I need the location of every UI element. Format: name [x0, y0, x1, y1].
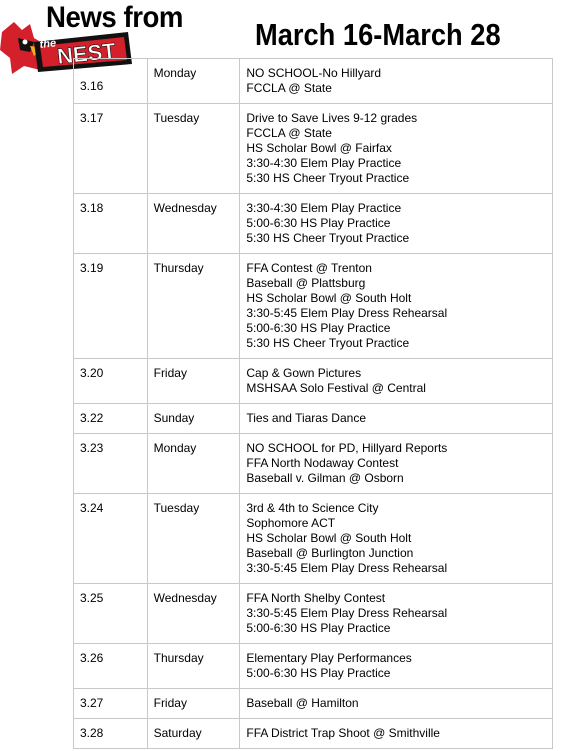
date-cell: 3.28	[74, 719, 148, 749]
day-cell: Friday	[147, 689, 240, 719]
events-cell	[240, 689, 553, 719]
event-item: Baseball v. Gilman @ Osborn	[246, 471, 404, 485]
day-cell: Sunday	[147, 404, 240, 434]
events-cell	[240, 644, 553, 689]
event-item: Cap & Gown Pictures	[246, 366, 362, 380]
event-item: HS Scholar Bowl @ Fairfax	[246, 141, 392, 155]
events-cell	[240, 584, 553, 644]
table-row	[74, 254, 553, 359]
event-item: FFA North Nodaway Contest	[246, 456, 399, 470]
event-item: FFA District Trap Shoot @ Smithville	[246, 726, 440, 740]
events-cell	[240, 434, 553, 494]
date-cell: 3.18	[74, 194, 148, 254]
events-cell	[240, 59, 553, 104]
date-cell: 3.26	[74, 644, 148, 689]
date-cell: 3.25	[74, 584, 148, 644]
date-cell: 3.20	[74, 359, 148, 404]
event-item: 5:00-6:30 HS Play Practice	[246, 666, 391, 680]
events-cell	[240, 494, 553, 584]
event-item: Sophomore ACT	[246, 516, 336, 530]
event-item: 5:30 HS Cheer Tryout Practice	[246, 336, 410, 350]
table-row	[74, 494, 553, 584]
day-cell: Monday	[147, 59, 240, 104]
date-cell: 3.27	[74, 689, 148, 719]
day-cell: Tuesday	[147, 494, 240, 584]
event-item: Baseball @ Plattsburg	[246, 276, 366, 290]
event-item: 3:30-4:30 Elem Play Practice	[246, 201, 402, 215]
events-cell	[240, 104, 553, 194]
date-cell: 3.24	[74, 494, 148, 584]
day-cell: Saturday	[147, 719, 240, 749]
event-item: FFA North Shelby Contest	[246, 591, 386, 605]
table-row	[74, 359, 553, 404]
event-item: MSHSAA Solo Festival @ Central	[246, 381, 426, 395]
event-item: 5:30 HS Cheer Tryout Practice	[246, 231, 410, 245]
table-row	[74, 194, 553, 254]
event-item: NO SCHOOL for PD, Hillyard Reports	[246, 441, 448, 455]
logo-nest-text: NEST	[55, 37, 117, 69]
table-row	[74, 689, 553, 719]
event-item: 3:30-4:30 Elem Play Practice	[246, 156, 402, 170]
day-cell: Tuesday	[147, 104, 240, 194]
schedule-body	[74, 59, 553, 749]
day-cell: Friday	[147, 359, 240, 404]
logo-the-text: the	[39, 37, 57, 51]
event-item: 5:00-6:30 HS Play Practice	[246, 216, 391, 230]
date-cell: 3.17	[74, 104, 148, 194]
table-row	[74, 644, 553, 689]
event-item: HS Scholar Bowl @ South Holt	[246, 291, 412, 305]
event-item: 3rd & 4th to Science City	[246, 501, 379, 515]
event-item: Elementary Play Performances	[246, 651, 412, 665]
day-cell: Wednesday	[147, 194, 240, 254]
table-row	[74, 584, 553, 644]
event-item: 3:30-5:45 Elem Play Dress Rehearsal	[246, 561, 448, 575]
day-cell: Monday	[147, 434, 240, 494]
event-item: 3:30-5:45 Elem Play Dress Rehearsal	[246, 306, 448, 320]
date-range-title: March 16-March 28	[255, 17, 501, 52]
table-row	[74, 404, 553, 434]
table-row	[74, 104, 553, 194]
event-item: Ties and Tiaras Dance	[246, 411, 366, 425]
event-item: Baseball @ Hamilton	[246, 696, 359, 710]
events-cell	[240, 404, 553, 434]
event-item: FCCLA @ State	[246, 81, 332, 95]
event-item: 5:00-6:30 HS Play Practice	[246, 321, 391, 335]
event-item: FCCLA @ State	[246, 126, 332, 140]
day-cell: Wednesday	[147, 584, 240, 644]
news-from-title: News from	[46, 1, 183, 34]
table-row	[74, 59, 553, 104]
event-item: NO SCHOOL-No Hillyard	[246, 66, 382, 80]
event-item: 5:00-6:30 HS Play Practice	[246, 621, 391, 635]
events-cell	[240, 254, 553, 359]
schedule-table	[73, 58, 553, 749]
date-cell: 3.19	[74, 254, 148, 359]
day-cell: Thursday	[147, 254, 240, 359]
events-cell	[240, 719, 553, 749]
event-item: Baseball @ Burlington Junction	[246, 546, 414, 560]
events-cell	[240, 194, 553, 254]
event-item: Drive to Save Lives 9-12 grades	[246, 111, 418, 125]
events-cell	[240, 359, 553, 404]
date-cell: 3.22	[74, 404, 148, 434]
date-cell: 3.16	[74, 59, 148, 104]
date-cell: 3.23	[74, 434, 148, 494]
event-item: 5:30 HS Cheer Tryout Practice	[246, 171, 410, 185]
event-item: FFA Contest @ Trenton	[246, 261, 372, 275]
event-item: 3:30-5:45 Elem Play Dress Rehearsal	[246, 606, 448, 620]
day-cell: Thursday	[147, 644, 240, 689]
table-row	[74, 719, 553, 749]
event-item: HS Scholar Bowl @ South Holt	[246, 531, 412, 545]
table-row	[74, 434, 553, 494]
